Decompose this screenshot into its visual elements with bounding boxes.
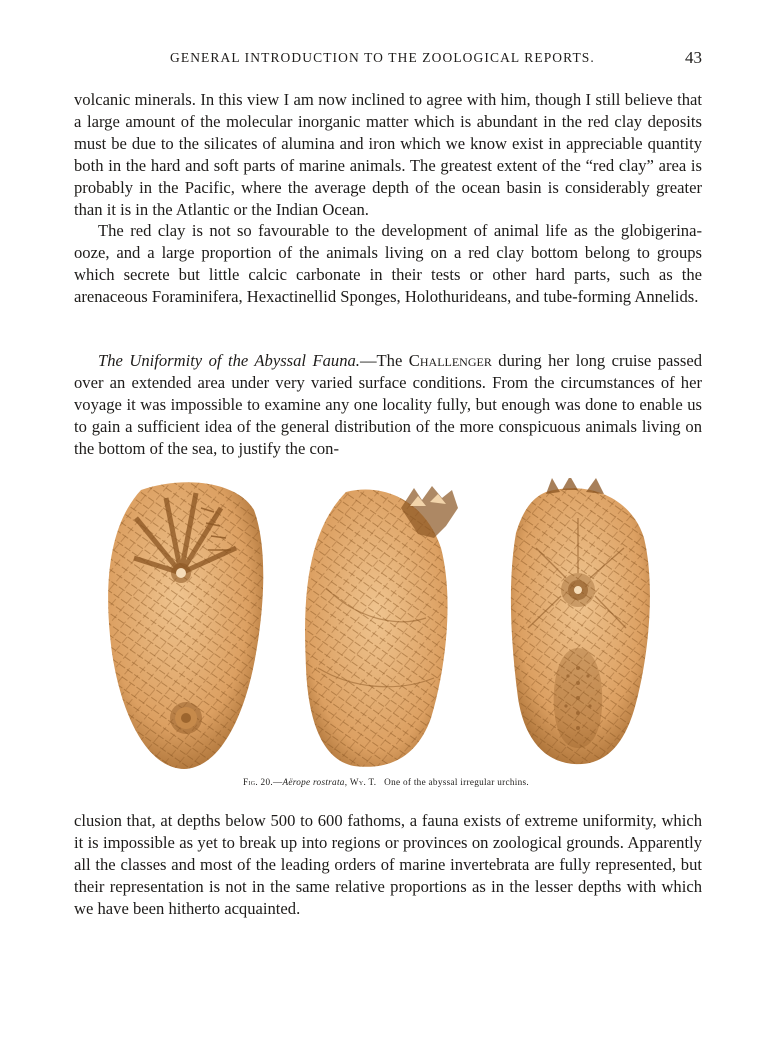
figure-description: One of the abyssal irregular urchins. bbox=[384, 777, 529, 787]
body-text-uniformity bbox=[74, 350, 702, 460]
paragraph-conclusion: clusion that, at depths below 500 to 600 fathoms, a fauna exists of extreme uniformity, which it is impossible as yet to break up into regions or provinces on zoological grounds. Apparently all the classes and most of the leading orders of marine invertebrata are fully represented, but their representation is not in the same relative proportions as in the lesser depths with which we have been hitherto acquainted. bbox=[74, 811, 702, 918]
figure-species: Aërope rostrata bbox=[282, 777, 345, 787]
figure-label: Fig. 20. bbox=[243, 777, 273, 787]
page-header bbox=[74, 50, 702, 70]
page-number: 43 bbox=[685, 48, 702, 67]
ship-name: Challenger bbox=[408, 351, 492, 370]
running-title: GENERAL INTRODUCTION TO THE ZOOLOGICAL REPORTS. bbox=[170, 50, 595, 65]
body-text-bottom bbox=[74, 810, 702, 920]
paragraph-red-clay: The red clay is not so favourable to the development of animal life as the globigerina-ooze, and a large proportion of the animals living on a red clay bottom belong to groups which secrete but little calcic carbonate in their tests or other hard parts, such as the arenaceous Foraminifera, Hexactinellid Sponges, Holothurideans, and tube-forming Annelids. bbox=[74, 221, 702, 307]
paragraph-volcanic: volcanic minerals. In this view I am now inclined to agree with him, though I still believe that a large amount of the molecular inorganic matter which is abundant in the red clay deposits must be due to the silicates of alumina and iron which we know exist in appreciable quantity both in the hard and soft parts of marine animals. The greatest extent of the “red clay” area is probably in the Pacific, where the average depth of the ocean basin is considerably greater than it is in the Atlantic or the Indian Ocean. bbox=[74, 90, 702, 219]
urchin-left-view bbox=[108, 482, 263, 769]
urchin-figure bbox=[96, 478, 676, 770]
paragraph-uniformity-text: during her long cruise passed over an extended area under very varied surface conditions. From the circumstances of her voyage it was impossible to examine any one locality fully, but enough was done to enable us to gain a sufficient idea of the general distribution of the more conspicuous animals living on the bottom of the sea, to justify the con- bbox=[74, 351, 702, 458]
figure-caption: Fig. 20.—Aërope rostrata, Wy. T. One of the abyssal irregular urchins. bbox=[243, 777, 529, 787]
section-heading: The Uniformity of the Abyssal Fauna. bbox=[98, 351, 360, 370]
urchin-middle-view bbox=[305, 486, 458, 767]
figure-author: Wy. T. bbox=[349, 777, 377, 787]
body-text-top bbox=[74, 89, 702, 308]
urchin-right-view bbox=[511, 478, 650, 764]
section-dash: —The bbox=[359, 351, 409, 370]
paragraph-uniformity bbox=[74, 350, 702, 460]
urchin-illustration bbox=[96, 478, 676, 770]
